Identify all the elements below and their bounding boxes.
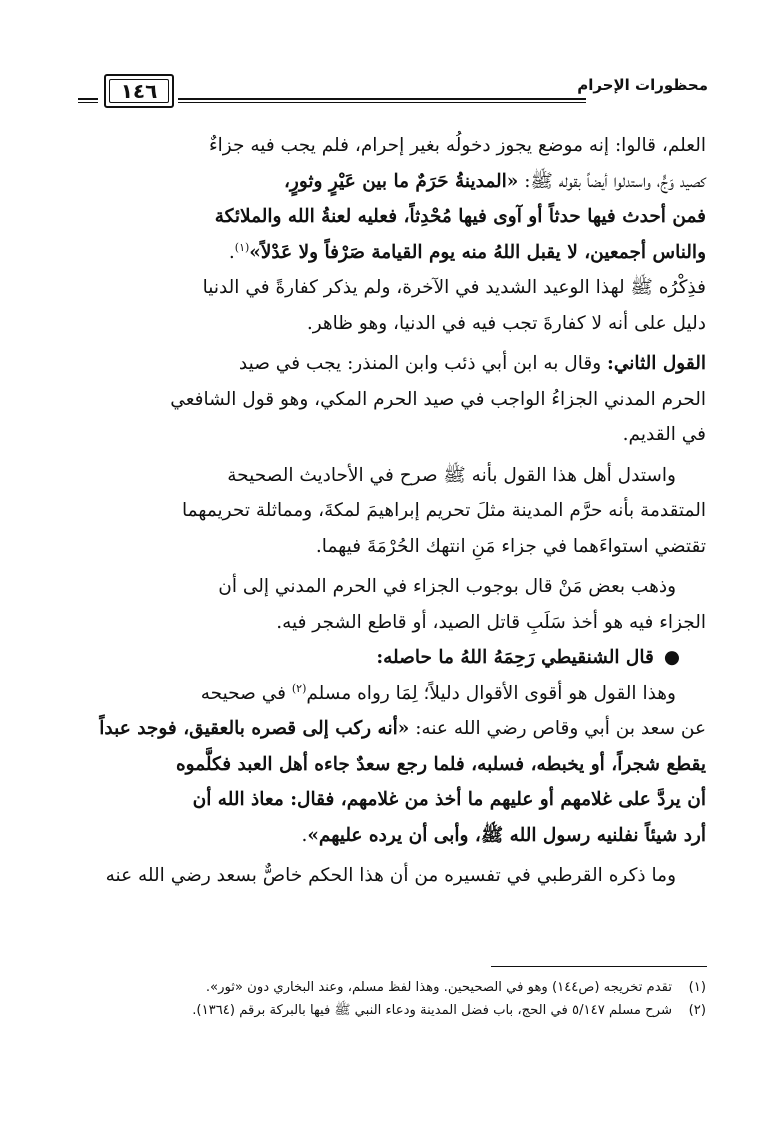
footnote-text: شرح مسلم ٥/١٤٧ في الحج، باب فضل المدينة ودعاء النبي ﷺ فيها بالبركة برقم (١٣٦٤). [192, 1003, 672, 1018]
line-p6-1 [84, 676, 706, 712]
line-p3-1 [84, 346, 706, 382]
page-number: ١٤٦ [120, 79, 158, 103]
text-run: عن سعد بن أبي وقاص رضي الله عنه: [409, 718, 706, 739]
footnotes [84, 976, 706, 1022]
athar-quote-line: يقطع شجراً، أو يخبطه، فسلبه، فلما رجع سعدٌ جاءه أهل العبد فكلَّموه [175, 753, 706, 775]
line-p2-1: فذِكْرُه ﷺ لهذا الوعيد الشديد في الآخرة، ولم يذكر كفارةً في الدنيا [202, 277, 706, 298]
line-p3-3: في القديم. [622, 424, 706, 445]
header-rule [178, 98, 586, 103]
footnote-2 [84, 999, 706, 1022]
page-number-frame [104, 74, 174, 108]
line-p5-2: الجزاء فيه هو أخذ سَلَبِ قاتل الصيد، أو قاطع الشجر فيه. [276, 611, 706, 633]
hadith-quote: «المدينةُ حَرَمٌ ما بين عَيْرٍ وثورٍ، [283, 170, 519, 192]
line-p6-5 [84, 818, 706, 854]
hadith-quote-end: والناس أجمعين، لا يقبل اللهُ منه يوم القيامة صَرْفاً ولا عَدْلاً» [249, 241, 706, 263]
line-p2-2: دليل على أنه لا كفارةَ تجب فيه في الدنيا، وهو ظاهر. [306, 312, 706, 334]
line-p4-1: واستدل أهل هذا القول بأنه ﷺ صرح في الأحاديث الصحيحة [227, 464, 676, 486]
athar-quote: «أنه ركب إلى قصره بالعقيق، فوجد عبداً [99, 718, 410, 739]
running-title: محظورات الإحرام [577, 76, 708, 94]
text-run: وقال به ابن أبي ذئب وابن المنذر: يجب في صيد [238, 353, 608, 374]
athar-quote-end: أرد شيئاً نفلنيه رسول الله ﷺ، وأبى أن يرده عليهم» [307, 824, 706, 846]
line-p1-1: العلم، قالوا: إنه موضع يجوز دخولُه بغير إحرام، فلم يجب فيه جزاءٌ [208, 135, 706, 156]
text-run: . [301, 824, 308, 846]
text-run: وهذا القول هو أقوى الأقوال دليلاً؛ لِمَا رواه مسلم [306, 682, 676, 704]
line-p5-1: وذهب بعض مَنْ قال بوجوب الجزاء في الحرم المدني إلى أن [218, 576, 676, 597]
footnote-separator [491, 966, 707, 967]
bullet-heading [84, 640, 706, 676]
section-label: القول الثاني: [607, 353, 706, 374]
footnote-number: (١) [688, 980, 706, 995]
line-p4-2: المتقدمة بأنه حرَّم المدينة مثلَ تحريم إبراهيمَ لمكةَ، ومماثلة تحريمهما [181, 500, 706, 521]
bullet-text: قال الشنقيطي رَحِمَهُ اللهُ ما حاصله: [376, 647, 654, 668]
line-p4-3: تقتضي استواءَهما في جزاء مَنِ انتهك الحُرْمَةَ فيهما. [315, 535, 706, 557]
footnote-number: (٢) [688, 1003, 706, 1018]
footnote-1 [84, 976, 706, 999]
line-p6-2 [84, 711, 706, 747]
line-p1-2 [84, 164, 706, 200]
line-p3-2: الحرم المدني الجزاءُ الواجب في صيد الحرم المكي، وهو قول الشافعي [170, 388, 706, 410]
footnote-ref-1[interactable]: (١) [234, 240, 250, 254]
main-text [84, 128, 706, 894]
bullet-icon: ● [663, 647, 680, 668]
footnote-text: تقدم تخريجه (ص١٤٤) وهو في الصحيحين. وهذا لفظ مسلم، وعند البخاري دون «ثور». [205, 980, 672, 995]
line-p7-1: وما ذكره القرطبي في تفسيره من أن هذا الحكم خاصٌّ بسعد رضي الله عنه [105, 865, 676, 886]
line-p1-4 [84, 235, 706, 271]
hadith-quote-line: فمن أحدث فيها حدثاً أو آوى فيها مُحْدِثاً، فعليه لعنةُ الله والملائكة [214, 206, 706, 227]
header-rule-end [78, 98, 98, 103]
page-header [78, 70, 708, 110]
text-run: . [228, 241, 235, 263]
text-run: في صحيحه [200, 682, 292, 704]
athar-quote-line: أن يردَّ على غلامهم أو عليهم ما أخذ من غلامهم، فقال: معاذ الله أن [192, 789, 706, 810]
footnote-ref-2[interactable]: (٢) [291, 681, 307, 695]
text-run: كصيد وَجٍّ، واستدلوا أيضاً بقوله ﷺ: [518, 170, 706, 192]
